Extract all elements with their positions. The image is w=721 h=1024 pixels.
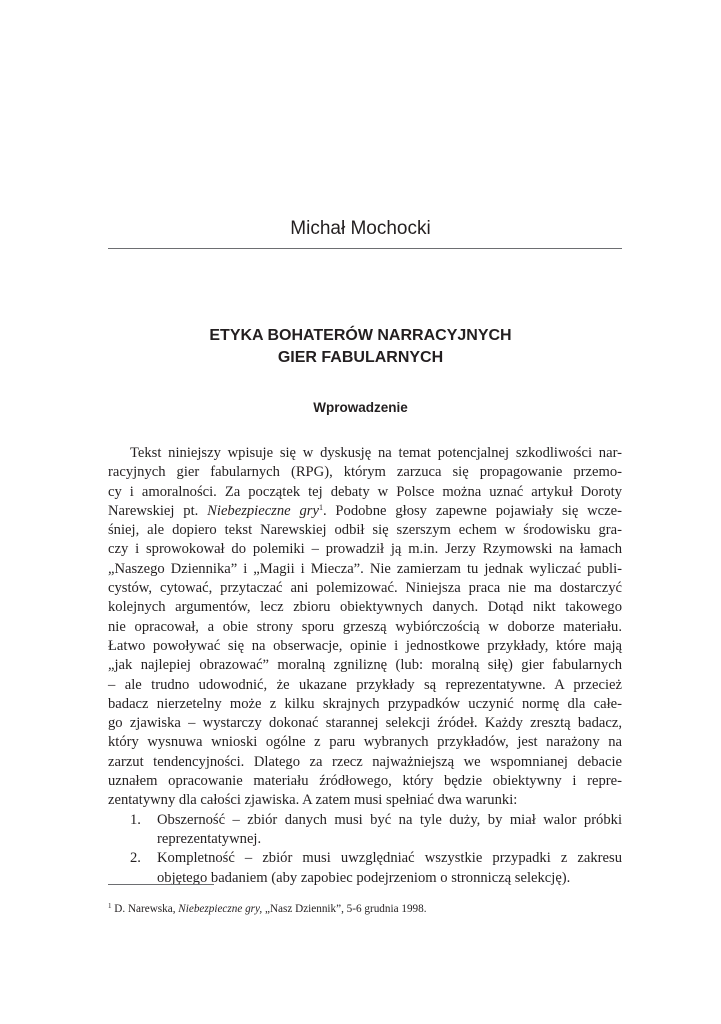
article-title xyxy=(0,325,721,369)
paragraph-line: który wysnuwa wnioski ogólne z paru wybranych przykładów, jest narażony na xyxy=(108,734,622,751)
body-text xyxy=(108,444,622,888)
footnote-reference[interactable]: 1 xyxy=(318,502,323,512)
list-item xyxy=(108,811,622,850)
paragraph-text: . Podobne głosy zapewne pojawiały się wcze- xyxy=(322,502,622,519)
list-number: 2. xyxy=(130,850,141,867)
article-title-line-1: ETYKA BOHATERÓW NARRACYJNYCH xyxy=(209,327,512,344)
paragraph-line: czy i sprowokował do polemiki – prowadził ją m.in. Jerzy Rzymowski na łamach xyxy=(108,541,622,558)
paragraph-text: Narewskiej pt. xyxy=(108,502,208,519)
paragraph-line: „Naszego Dziennika” i „Magii i Miecza”. Nie zamierzam tu jednak wyliczać publi- xyxy=(108,560,622,577)
footnote-text: „Nasz Dziennik”, 5-6 grudnia 1998. xyxy=(262,903,427,915)
list-item xyxy=(108,849,622,888)
paragraph-line: śniej, ale dopiero tekst Narewskiej odbił się szerszym echem w środowisku gra- xyxy=(108,522,622,539)
article-title-line-2: GIER FABULARNYCH xyxy=(277,349,444,366)
author-rule xyxy=(108,248,622,249)
paragraph-line xyxy=(108,502,622,521)
paragraph-line: cy i amoralności. Za początek tej debaty w Polsce można uznać artykuł Doroty xyxy=(108,483,622,500)
paragraph-line: „jak najlepiej obrazować” moralną zgniliznę (lub: moralną siłę) gier fabularnych xyxy=(108,657,622,674)
paragraph-line: kolejnych argumentów, lecz zbioru obiektywnych danych. Dotąd nikt takowego xyxy=(108,599,622,616)
paragraph-line: racyjnych gier fabularnych (RPG), którym zarzuca się propagowanie przemo- xyxy=(108,464,622,481)
list-number: 1. xyxy=(130,811,141,828)
paragraph-line: go zjawiska – wystarczy dokonać starannej selekcji źródeł. Każdy zresztą badacz, xyxy=(108,715,622,732)
paragraph-line: badacz nierzetelny może z kilku skrajnych przypadków uczynić normę dla całe- xyxy=(108,695,622,712)
paragraph-line: zarzut tendencyjności. Dlatego za rzecz najważniejszą we wspomnianej debacie xyxy=(108,753,622,770)
list-item-line: Kompletność – zbiór musi uwzględniać wszystkie przypadki z zakresu xyxy=(157,850,622,867)
cited-title: Niebezpieczne gry xyxy=(207,502,319,519)
list-item-line: Obszerność – zbiór danych musi być na tyle duży, by miał walor próbki xyxy=(157,811,622,828)
list-item-line: objętego badaniem (aby zapobiec podejrzeniom o stronniczą selekcję). xyxy=(157,869,571,886)
section-heading: Wprowadzenie xyxy=(313,400,408,415)
paragraph-line: Tekst niniejszy wpisuje się w dyskusję na temat potencjalnej szkodliwości nar- xyxy=(130,445,622,461)
paragraph-line: Łatwo powoływać się na obserwacje, opinie i jednostkowe przykłady, które mają xyxy=(108,637,622,654)
footnote-rule xyxy=(108,884,214,885)
paragraph-line: zentatywny dla całości zjawiska. A zatem musi spełniać dwa warunki: xyxy=(108,792,518,809)
footnote xyxy=(108,903,622,915)
paragraph-line: cystów, cytować, przytaczać ani polemizować. Niniejsza praca nie ma dostarczyć xyxy=(108,580,622,597)
footnote-text: D. Narewska, xyxy=(111,903,179,915)
list-item-line: reprezentatywnej. xyxy=(157,830,262,847)
paragraph-line: – ale trudno udowodnić, że ukazane przykłady są reprezentatywne. A przecież xyxy=(108,676,622,693)
paragraph-line: uznałem opracowanie materiału źródłowego, który będzie obiektywny i repre- xyxy=(108,773,622,790)
author-name: Michał Mochocki xyxy=(290,218,431,239)
footnote-marker: 1 xyxy=(108,902,112,910)
footnote-cited-title: Niebezpieczne gry, xyxy=(178,903,263,915)
paragraph-line: nie opracował, a obie strony sporu grzeszą wybiórczością w doborze materiału. xyxy=(108,618,622,635)
